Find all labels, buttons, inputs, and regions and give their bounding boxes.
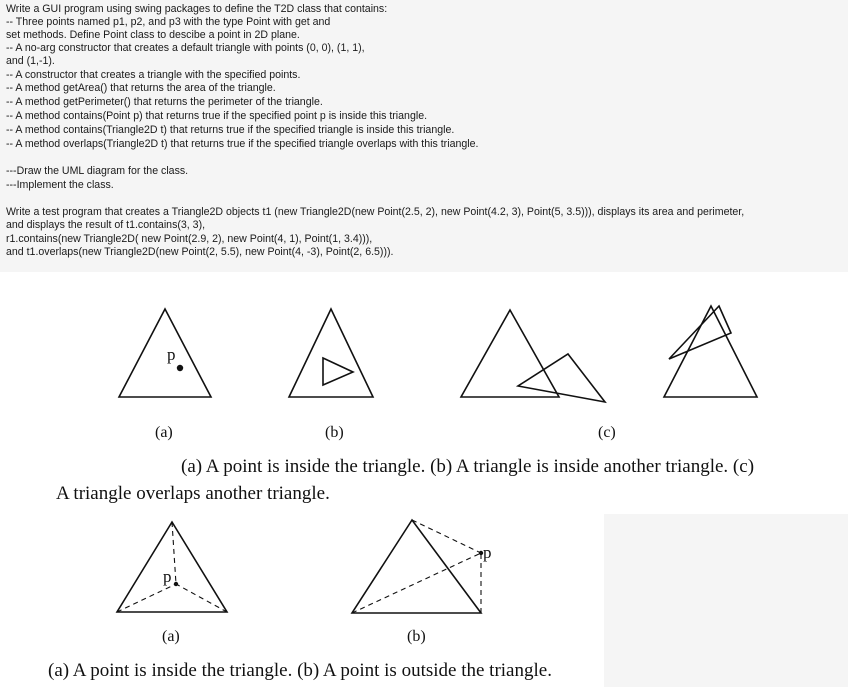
- question-line: Write a test program that creates a Triangle2D objects t1 (new Triangle2D(new Point(2.5, 2), new Point(4.2, 3), Point(5, 3.5))), displays its area and perimeter,: [6, 206, 745, 218]
- overlapping-triangle: [518, 354, 605, 402]
- triangle-outline: [461, 310, 559, 397]
- question-line: and (1,-1).: [6, 55, 55, 67]
- question-line: ---Draw the UML diagram for the class.: [6, 165, 189, 177]
- triangle-outline: [664, 306, 757, 397]
- question-line: -- Three points named p1, p2, and p3 with the type Point with get and: [6, 16, 331, 28]
- point-label: p: [167, 345, 176, 364]
- dashed-line: [172, 522, 176, 584]
- triangle-outline: [119, 309, 211, 397]
- question-line: -- A method getPerimeter() that returns the perimeter of the triangle.: [6, 96, 323, 108]
- point-label: p: [163, 567, 172, 586]
- question-line: Write a GUI program using swing packages to define the T2D class that contains:: [6, 3, 388, 15]
- question-line: -- A method contains(Triangle2D t) that returns true if the specified triangle is inside this triangle.: [6, 124, 455, 136]
- question-line: r1.contains(new Triangle2D( new Point(2.9, 2), new Point(4, 1), Point(1, 3.4))),: [6, 233, 373, 245]
- subfigure-label-b: (b): [407, 628, 426, 645]
- overlapping-triangle: [669, 306, 731, 359]
- question-line: set methods. Define Point class to descibe a point in 2D plane.: [6, 29, 300, 41]
- subfigure-label-a: (a): [155, 424, 173, 441]
- figure1-caption-line1: (a) A point is inside the triangle. (b) A triangle is inside another triangle. (c): [181, 456, 755, 477]
- subfigure-label-a: (a): [162, 628, 180, 645]
- figure2-caption: (a) A point is inside the triangle. (b) A point is outside the triangle.: [48, 660, 552, 681]
- subfigure-label-b: (b): [325, 424, 344, 441]
- triangle-outline: [352, 520, 481, 613]
- point-dot: [177, 365, 183, 371]
- subfigure-label-c: (c): [598, 424, 616, 441]
- question-line: -- A no-arg constructor that creates a default triangle with points (0, 0), (1, 1),: [6, 42, 365, 54]
- question-line: -- A constructor that creates a triangle with the specified points.: [6, 69, 301, 81]
- question-line: and displays the result of t1.contains(3, 3),: [6, 219, 206, 231]
- question-line: -- A method overlaps(Triangle2D t) that returns true if the specified triangle overlaps with this triangle.: [6, 138, 479, 150]
- question-line: -- A method getArea() that returns the area of the triangle.: [6, 82, 276, 94]
- question-line: ---Implement the class.: [6, 179, 114, 191]
- dashed-line: [412, 520, 481, 553]
- triangle-outline: [117, 522, 227, 612]
- inner-triangle: [323, 358, 353, 385]
- question-line: -- A method contains(Point p) that returns true if the specified point p is inside this triangle.: [6, 110, 428, 122]
- question-line: and t1.overlaps(new Triangle2D(new Point(2, 5.5), new Point(4, -3), Point(2, 6.5))).: [6, 246, 394, 258]
- point-label: p: [483, 543, 492, 562]
- figure1-caption-line2: A triangle overlaps another triangle.: [56, 483, 330, 504]
- point-dot: [174, 582, 178, 586]
- triangle-outline: [289, 309, 373, 397]
